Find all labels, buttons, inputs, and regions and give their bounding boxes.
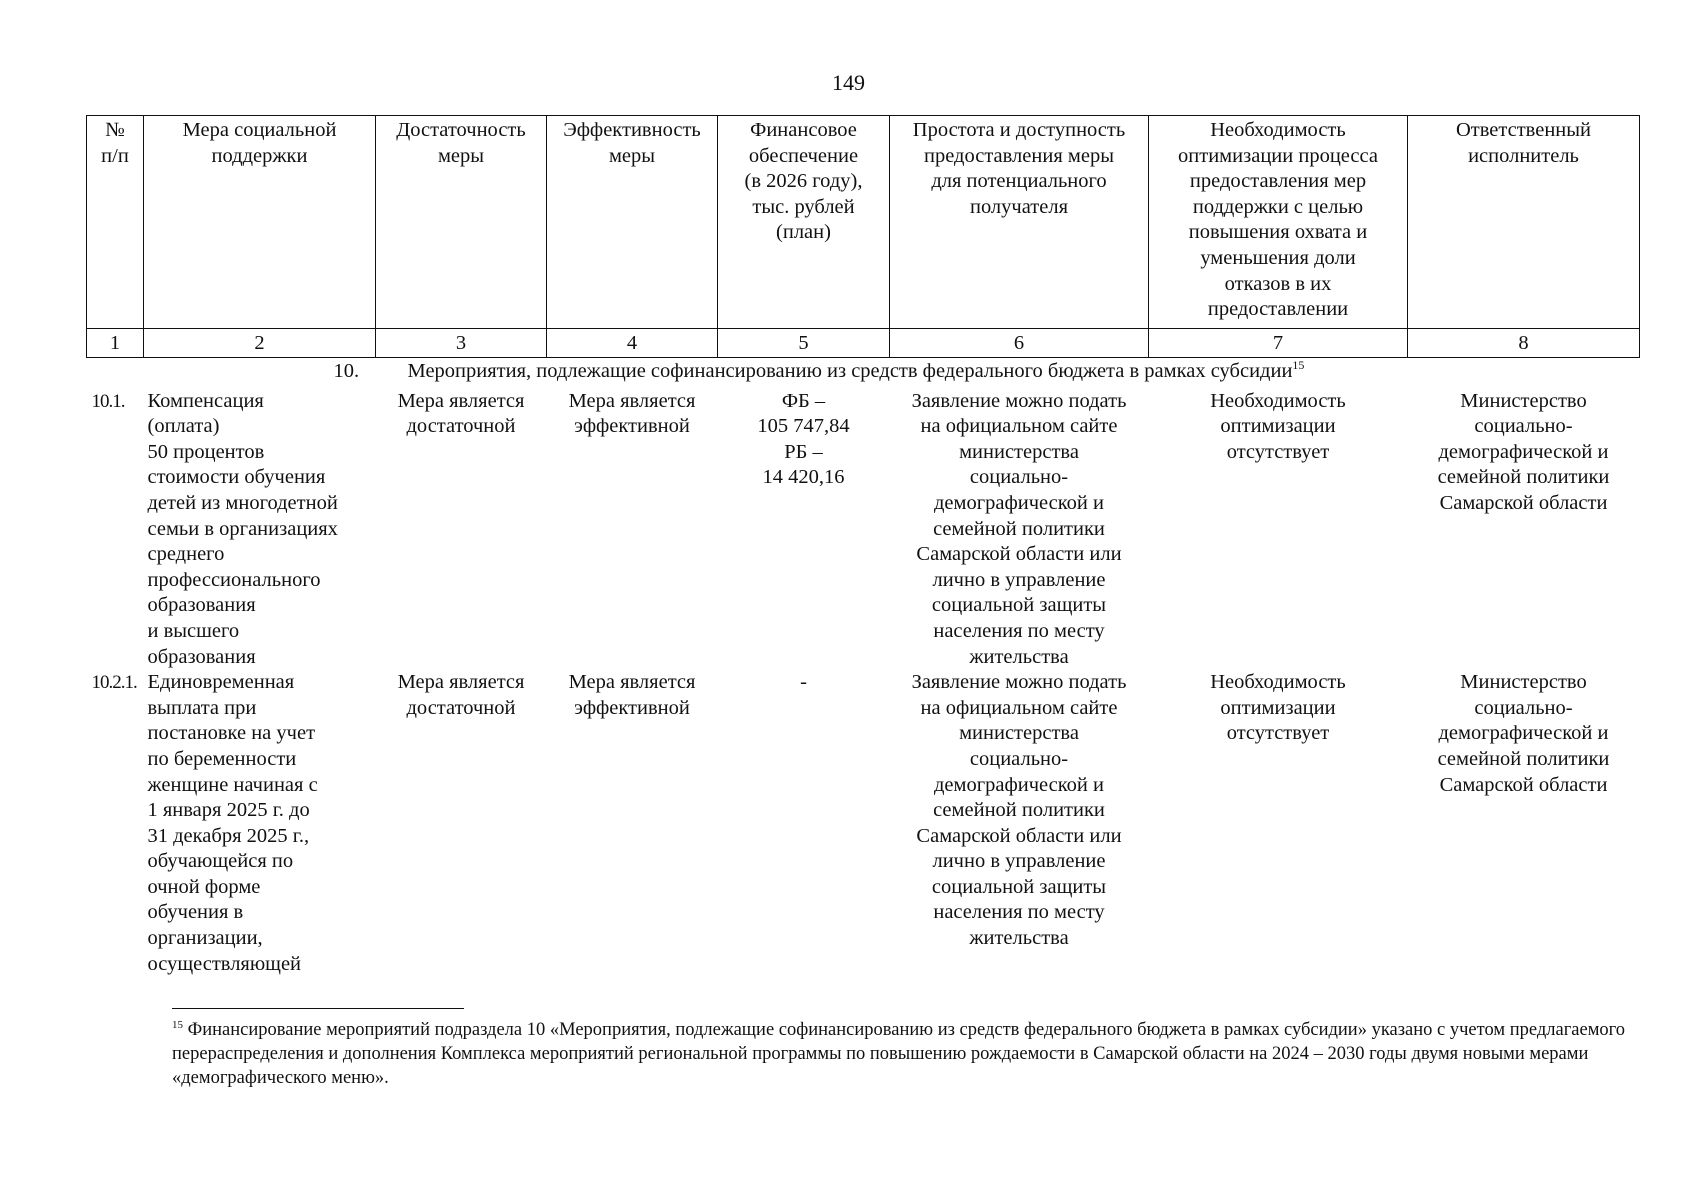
financing-cell: ФБ – 105 747,84 РБ – 14 420,16 — [757, 389, 850, 489]
efficiency-cell: Мера является эффективной — [568, 389, 696, 438]
header-accessibility: Простота и доступность предоставления меры для потенциального получателя — [890, 116, 1149, 329]
footnote-reference[interactable]: 15 — [1292, 358, 1305, 373]
section-heading-row — [87, 358, 1640, 389]
header-number: № п/п — [87, 116, 144, 329]
responsible-cell: Министерство социально- демографической и семейной политики Самарской области — [1437, 671, 1610, 796]
column-number: 4 — [547, 329, 718, 358]
column-number-row — [87, 329, 1640, 358]
section-number: 10. — [333, 360, 360, 382]
sufficiency-cell: Мера является достаточной — [397, 671, 525, 719]
table-header-row — [87, 116, 1640, 329]
footnote-text: Финансирование мероприятий подраздела 10 «Мероприятия, подлежащие софинансированию из средств федерального бюджета в рамках субсидии» указано с учетом предлагаемого перераспределения и дополнения Комплекса мероприятий региональной программы по повышению рождаемости в Самарской области на 2024 – 2030 годы двумя новыми мерами «демографического меню». — [172, 1020, 1626, 1088]
column-number: 3 — [376, 329, 547, 358]
column-number: 2 — [144, 329, 376, 358]
accessibility-cell: Заявление можно подать на официальном сайте министерства социально- демографической и семейной политики Самарской области или лично в управление социальной защиты населения по месту жительства — [911, 671, 1127, 950]
financing-cell: - — [800, 671, 807, 694]
column-number: 8 — [1408, 329, 1640, 358]
footnote — [172, 1018, 1632, 1090]
column-number: 6 — [890, 329, 1149, 358]
header-efficiency: Эффективность меры — [547, 116, 718, 329]
table-row — [87, 670, 1640, 977]
measure-cell: Компенсация (оплата) 50 процентов стоимости обучения детей из многодетной семьи в организациях среднего профессионального образования и высшего образования — [147, 389, 338, 668]
column-number: 5 — [718, 329, 890, 358]
column-number: 1 — [87, 329, 144, 358]
responsible-cell: Министерство социально- демографической и семейной политики Самарской области — [1437, 389, 1610, 514]
footnote-separator — [172, 1008, 464, 1009]
sufficiency-cell: Мера является достаточной — [397, 389, 525, 438]
row-number: 10.1. — [91, 390, 125, 412]
social-support-table — [86, 115, 1640, 977]
table-row — [87, 389, 1640, 671]
accessibility-cell: Заявление можно подать на официальном сайте министерства социально- демографической и семейной политики Самарской области или лично в управление социальной защиты населения по месту жительства — [911, 389, 1127, 668]
section-title: Мероприятия, подлежащие софинансированию из средств федерального бюджета в рамках субсидии — [407, 360, 1293, 382]
header-optimization: Необходимость оптимизации процесса предоставления мер поддержки с целью повышения охвата и уменьшения доли отказов в их предоставлении — [1149, 116, 1408, 329]
page-number: 149 — [832, 70, 865, 95]
column-number: 7 — [1149, 329, 1408, 358]
header-measure: Мера социальной поддержки — [144, 116, 376, 329]
efficiency-cell: Мера является эффективной — [568, 671, 696, 719]
footnote-marker: 15 — [172, 1018, 183, 1031]
optimization-cell: Необходимость оптимизации отсутствует — [1210, 389, 1346, 463]
measure-cell: Единовременная выплата при постановке на учет по беременности женщине начиная с 1 января 2025 г. до 31 декабря 2025 г., обучающейся по очной форме обучения в организации, осуществляющей — [147, 671, 318, 975]
optimization-cell: Необходимость оптимизации отсутствует — [1210, 671, 1346, 745]
row-number: 10.2.1. — [91, 672, 137, 694]
header-financing: Финансовое обеспечение (в 2026 году), тыс. рублей (план) — [718, 116, 890, 329]
section-heading — [87, 358, 1640, 389]
header-responsible: Ответственный исполнитель — [1408, 116, 1640, 329]
header-sufficiency: Достаточность меры — [376, 116, 547, 329]
